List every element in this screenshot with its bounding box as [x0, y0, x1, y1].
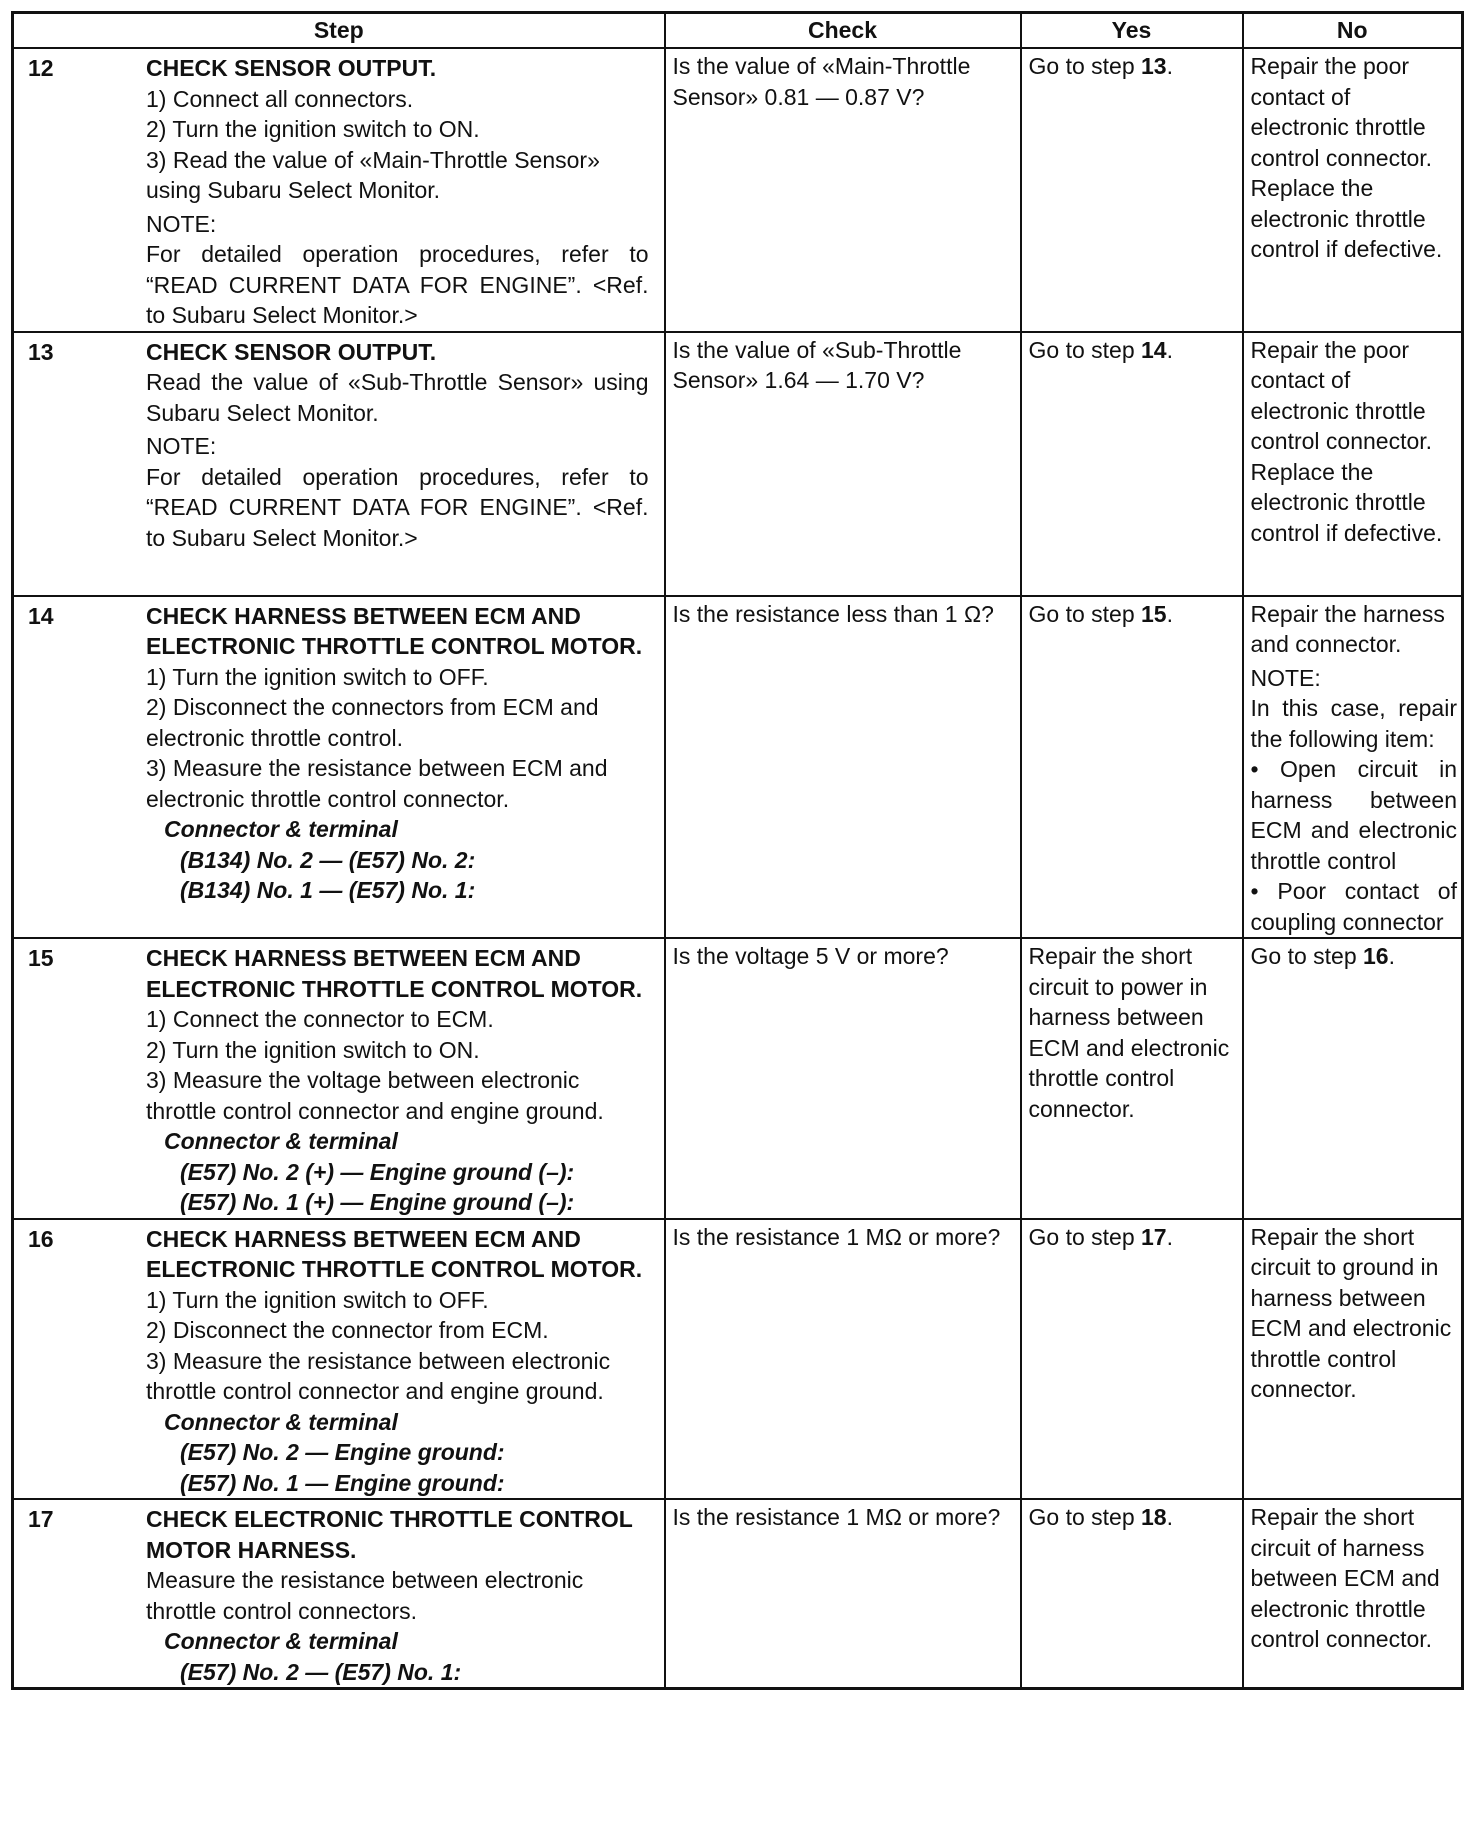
no-text: Repair the harness and connector. — [1250, 600, 1445, 657]
table-row — [13, 332, 1463, 596]
step-line: 3) Measure the voltage between electronic throttle control connector and engine ground. — [146, 1067, 604, 1124]
diagnostic-table — [11, 11, 1464, 1690]
step-line: 1) Turn the ignition switch to OFF. — [146, 1286, 489, 1313]
no-text: Go to step — [1250, 943, 1364, 969]
yes-step-link[interactable]: 17 — [1141, 1223, 1167, 1250]
table-row — [13, 1499, 1463, 1689]
connector-line: (E57) No. 1 (+) — Engine ground (–): — [180, 1189, 575, 1215]
no-cell: Repair the short circuit of harness between ECM and electronic throttle control connector. — [1243, 1499, 1463, 1689]
step-line: Measure the resistance between electronic throttle control connectors. — [146, 1567, 584, 1624]
table-row — [13, 938, 1463, 1219]
step-cell — [13, 938, 665, 1219]
step-line: 2) Turn the ignition switch to ON. — [146, 116, 480, 142]
connector-heading: Connector & terminal — [164, 816, 398, 842]
header-check: Check — [665, 13, 1021, 49]
note-label: NOTE: — [146, 210, 217, 237]
step-number: 12 — [28, 55, 54, 81]
step-title: CHECK ELECTRONIC THROTTLE CONTROL MOTOR HARNESS. — [146, 1506, 633, 1563]
header-row — [13, 13, 1463, 49]
step-title: CHECK HARNESS BETWEEN ECM AND ELECTRONIC THROTTLE CONTROL MOTOR. — [146, 602, 643, 659]
step-line: 2) Turn the ignition switch to ON. — [146, 1036, 480, 1063]
step-cell — [13, 332, 665, 596]
connector-line: (E57) No. 1 — Engine ground: — [180, 1469, 505, 1496]
step-number: 13 — [28, 338, 54, 365]
step-number: 15 — [28, 945, 54, 971]
connector-heading: Connector & terminal — [164, 1628, 398, 1654]
yes-cell — [1021, 1219, 1243, 1500]
connector-heading: Connector & terminal — [164, 1128, 398, 1154]
connector-line: (E57) No. 2 — Engine ground: — [180, 1439, 505, 1465]
check-cell: Is the resistance 1 MΩ or more? — [665, 1499, 1021, 1689]
step-line: 3) Measure the resistance between ECM and electronic throttle control connector. — [146, 755, 608, 812]
yes-cell — [1021, 596, 1243, 939]
no-step-link[interactable]: 16 — [1363, 943, 1389, 969]
step-title: CHECK SENSOR OUTPUT. — [146, 55, 437, 81]
yes-suffix: . — [1166, 1504, 1173, 1530]
yes-text: Go to step — [1028, 336, 1142, 363]
check-cell: Is the value of «Sub-Throttle Sensor» 1.64 — 1.70 V? — [665, 332, 1021, 596]
note-text: For detailed operation procedures, refer to “READ CURRENT DATA FOR ENGINE”. <Ref. to Subaru Select Monitor.> — [146, 463, 649, 551]
step-title: CHECK HARNESS BETWEEN ECM AND ELECTRONIC THROTTLE CONTROL MOTOR. — [146, 945, 643, 1002]
bullet-item: • Poor contact of coupling connector — [1250, 878, 1457, 935]
yes-step-link[interactable]: 15 — [1141, 600, 1167, 627]
bullet-item: • Open circuit in harness between ECM and electronic throttle control — [1250, 756, 1457, 874]
step-cell — [13, 1219, 665, 1500]
step-line: 2) Disconnect the connectors from ECM and electronic throttle control. — [146, 694, 599, 751]
yes-suffix: . — [1166, 600, 1173, 627]
header-no: No — [1243, 13, 1463, 49]
check-cell: Is the resistance 1 MΩ or more? — [665, 1219, 1021, 1500]
check-cell: Is the voltage 5 V or more? — [665, 938, 1021, 1219]
step-line: 2) Disconnect the connector from ECM. — [146, 1317, 549, 1343]
note-text: In this case, repair the following item: — [1250, 695, 1457, 752]
step-line: 3) Read the value of «Main-Throttle Sensor» using Subaru Select Monitor. — [146, 146, 600, 203]
check-cell: Is the resistance less than 1 Ω? — [665, 596, 1021, 939]
no-cell — [1243, 938, 1463, 1219]
step-line: 1) Connect all connectors. — [146, 85, 414, 112]
table-row — [13, 596, 1463, 939]
no-suffix: . — [1388, 943, 1395, 969]
step-number: 17 — [28, 1506, 54, 1532]
yes-text: Go to step — [1028, 1223, 1142, 1250]
note-label: NOTE: — [1250, 664, 1321, 691]
yes-cell — [1021, 332, 1243, 596]
connector-line: (B134) No. 2 — (E57) No. 2: — [180, 846, 476, 873]
yes-suffix: . — [1166, 53, 1173, 79]
yes-cell: Repair the short circuit to power in harness between ECM and electronic throttle control connector. — [1021, 938, 1243, 1219]
note-label: NOTE: — [146, 433, 217, 459]
yes-text: Go to step — [1028, 1504, 1142, 1530]
yes-text: Go to step — [1028, 53, 1142, 79]
yes-suffix: . — [1166, 1223, 1173, 1250]
yes-cell — [1021, 1499, 1243, 1689]
step-number: 16 — [28, 1225, 54, 1252]
check-cell: Is the value of «Main-Throttle Sensor» 0.81 — 0.87 V? — [665, 48, 1021, 332]
note-text: For detailed operation procedures, refer to “READ CURRENT DATA FOR ENGINE”. <Ref. to Subaru Select Monitor.> — [146, 241, 649, 328]
yes-text: Go to step — [1028, 600, 1142, 627]
no-cell: Repair the short circuit to ground in harness between ECM and electronic throttle control connector. — [1243, 1219, 1463, 1500]
yes-step-link[interactable]: 18 — [1141, 1504, 1167, 1530]
step-cell — [13, 596, 665, 939]
header-yes: Yes — [1021, 13, 1243, 49]
step-line: 1) Turn the ignition switch to OFF. — [146, 663, 489, 690]
step-line: 1) Connect the connector to ECM. — [146, 1006, 494, 1032]
step-title: CHECK HARNESS BETWEEN ECM AND ELECTRONIC THROTTLE CONTROL MOTOR. — [146, 1225, 643, 1282]
step-cell — [13, 1499, 665, 1689]
yes-suffix: . — [1166, 336, 1173, 363]
connector-line: (E57) No. 2 (+) — Engine ground (–): — [180, 1158, 575, 1185]
connector-heading: Connector & terminal — [164, 1408, 398, 1435]
connector-line: (E57) No. 2 — (E57) No. 1: — [180, 1658, 462, 1685]
step-cell — [13, 48, 665, 332]
no-cell: Repair the poor contact of electronic throttle control connector. Replace the electronic throttle control if defective. — [1243, 332, 1463, 596]
yes-step-link[interactable]: 13 — [1141, 53, 1167, 79]
step-number: 14 — [28, 602, 54, 629]
step-line: Read the value of «Sub-Throttle Sensor» using Subaru Select Monitor. — [146, 369, 649, 426]
table-row — [13, 1219, 1463, 1500]
no-cell — [1243, 596, 1463, 939]
step-title: CHECK SENSOR OUTPUT. — [146, 338, 437, 365]
connector-line: (B134) No. 1 — (E57) No. 1: — [180, 877, 476, 903]
yes-cell — [1021, 48, 1243, 332]
header-step: Step — [13, 13, 665, 49]
no-cell: Repair the poor contact of electronic throttle control connector. Replace the electronic throttle control if defective. — [1243, 48, 1463, 332]
yes-step-link[interactable]: 14 — [1141, 336, 1167, 363]
step-line: 3) Measure the resistance between electronic throttle control connector and engine ground. — [146, 1347, 611, 1404]
table-row — [13, 48, 1463, 332]
